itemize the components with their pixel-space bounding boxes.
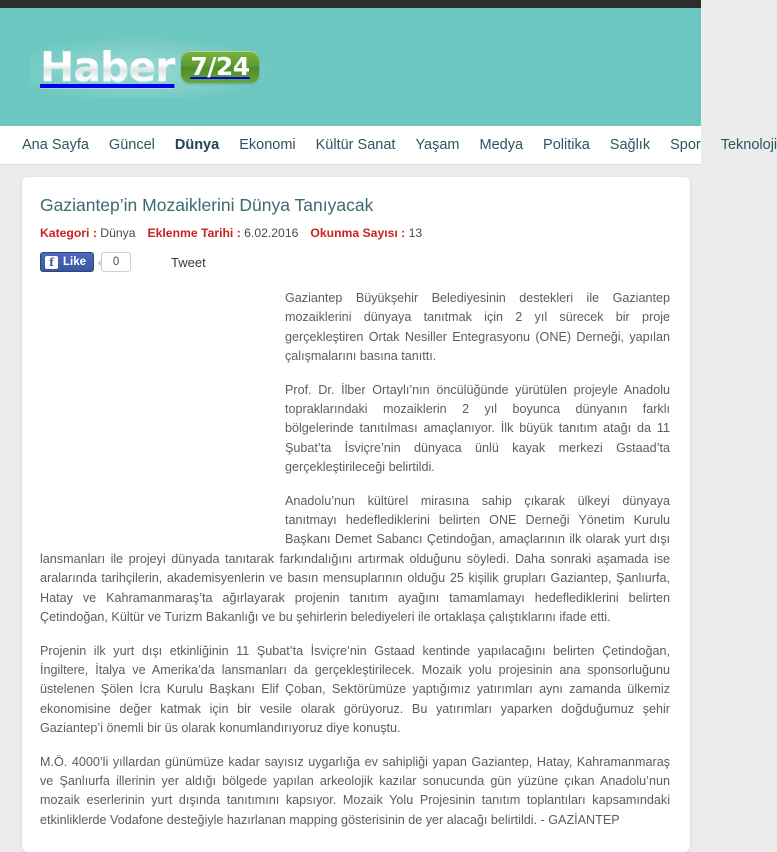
nav-item-teknoloji[interactable]: Teknoloji	[720, 137, 777, 153]
site-logo[interactable]	[30, 36, 271, 98]
nav-item-ekonomi[interactable]: Ekonomi	[239, 137, 296, 153]
nav-item-ana-sayfa[interactable]: Ana Sayfa	[22, 137, 89, 153]
twitter-tweet-button[interactable]: Tweet	[171, 254, 206, 270]
nav-item-dunya[interactable]: Dünya	[174, 137, 220, 153]
article-paragraph: Prof. Dr. İlber Ortaylı’nın öncülüğünde yürütülen projeyle Anadolu topraklarındaki mozaiklerin 2 yıl boyunca dünyanın farklı bölgelerinde tanıtılması amaçlanıyor. İlk büyük tanıtım atağı da 11 Şubat’ta İsviçre’nin dünyaca ünlü kayak merkezi Gstaad’ta gerçekleştirileceği belirtildi.	[285, 382, 670, 475]
nav-item-guncel[interactable]: Güncel	[108, 137, 155, 153]
nav-item-saglik[interactable]: Sağlık	[609, 137, 651, 153]
page-title: Gaziantep’in Mozaiklerini Dünya Tanıyacak	[40, 195, 374, 215]
article-meta	[40, 226, 670, 240]
meta-tarih-value: 6.02.2016	[244, 226, 299, 240]
top-accent-bar	[0, 0, 701, 8]
nav-item-politika[interactable]: Politika	[543, 137, 590, 153]
page-content-wrapper	[0, 165, 701, 852]
article-paragraph: M.Ö. 4000’li yıllardan günümüze kadar sayısız uygarlığa ev sahipliği yapan Gaziantep, Hatay, Kahramanmaraş ve Şanlıurfa illerinin yer aldığı bölgede yapılan arkeolojik kazılar sonucunda gün yüzüne çıkan Anadolu’nun mozaik eserlerinin yurt dışında tanıtımını kapsıyor. Mozaik Yolu Projesinin tanıtım toplantıları kapsamındaki etkinliklerde Vodafone desteğiyle hazırlanan mapping gösterisinin de yer alacağı belirtildi. - GAZİANTEP	[40, 754, 670, 827]
meta-kategori-label: Kategori :	[40, 226, 97, 240]
article-paragraph: Gaziantep Büyükşehir Belediyesinin destekleri ile Gaziantep mozaiklerini dünyaya tanıtmak için 2 yıl sürecek bir proje gerçekleştiren Ortak Nesiller Entegrasyonu (ONE) Derneği, yapılan çalışmalarını basına tanıttı.	[285, 291, 670, 364]
facebook-like-button[interactable]	[40, 252, 94, 272]
nav-item-yasam[interactable]: Yaşam	[415, 137, 460, 153]
facebook-f-icon: f	[45, 256, 58, 269]
facebook-like-count: 0	[101, 252, 131, 272]
meta-tarih-label: Eklenme Tarihi :	[147, 226, 241, 240]
facebook-like-label: Like	[63, 256, 87, 268]
logo-badge-text: 7/24	[190, 52, 250, 81]
main-navigation[interactable]	[0, 126, 777, 165]
logo-badge	[181, 51, 258, 83]
nav-item-medya[interactable]: Medya	[479, 137, 524, 153]
logo-wordmark: Haber	[40, 47, 178, 88]
social-share-bar	[40, 251, 670, 273]
nav-item-spor[interactable]: Spor	[670, 137, 701, 153]
meta-okunma-value: 13	[408, 226, 423, 240]
meta-tarih	[148, 226, 299, 240]
meta-kategori-value: Dünya	[100, 226, 136, 240]
meta-okunma	[310, 226, 422, 240]
nav-item-kultur-sanat[interactable]: Kültür Sanat	[315, 137, 396, 153]
site-masthead	[0, 8, 701, 126]
meta-okunma-label: Okunma Sayısı :	[310, 226, 406, 240]
article-paragraph: Projenin ilk yurt dışı etkinliğinin 11 Şubat’ta İsviçre’nin Gstaad kentinde yapılacağını belirten Çetindoğan, İngiltere, İtalya ve Amerika’da lansmanları da gerçekleştirilecek. Mozaik yolu projesinin ana sponsorluğunu üstelenen Şölen İcra Kurulu Başkanı Elif Çoban, Sektörümüze yaptığımız yatırımları aynı zamanda ülkemiz ekonomisine değer katmak için bir vesile olarak görüyoruz. Bu yatırımları yaparken doğduğumuz şehir Gaziantep’i önemli bir üs olarak konumlandırıyoruz diye konuştu.	[40, 643, 670, 736]
meta-kategori	[40, 226, 136, 240]
article-paragraph: Anadolu’nun kültürel mirasına sahip çıkarak ülkeyi dünyaya tanıtmayı hedeflediklerini belirten ONE Derneği Yönetim Kurulu Başkanı Demet Sabancı Çetindoğan, amaçlarının ilk olarak yurt dışı lansmanları ile projeyi dünyada tanıtarak farkındalığını artırmak olduğunu söyledi. Daha sonraki aşamada ise aralarında tarihçilerin, akademisyenlerin ve basın mensuplarının olduğu 25 kişilik grupları Gaziantep, Şanlıurfa, Hatay ve Kahramanmaraş’ta ağırlayarak projenin tanıtım ayağını tamamlamayı hedeflediklerini belirten Çetindoğan, Kültür ve Turizm Bakanlığı ve bu şehirlerin belediyeleri ile ortaklaşa çalıştıklarını ifade etti.	[40, 493, 670, 625]
article-media-spacer	[40, 289, 285, 547]
article-body	[40, 289, 670, 830]
article-card	[22, 177, 690, 852]
